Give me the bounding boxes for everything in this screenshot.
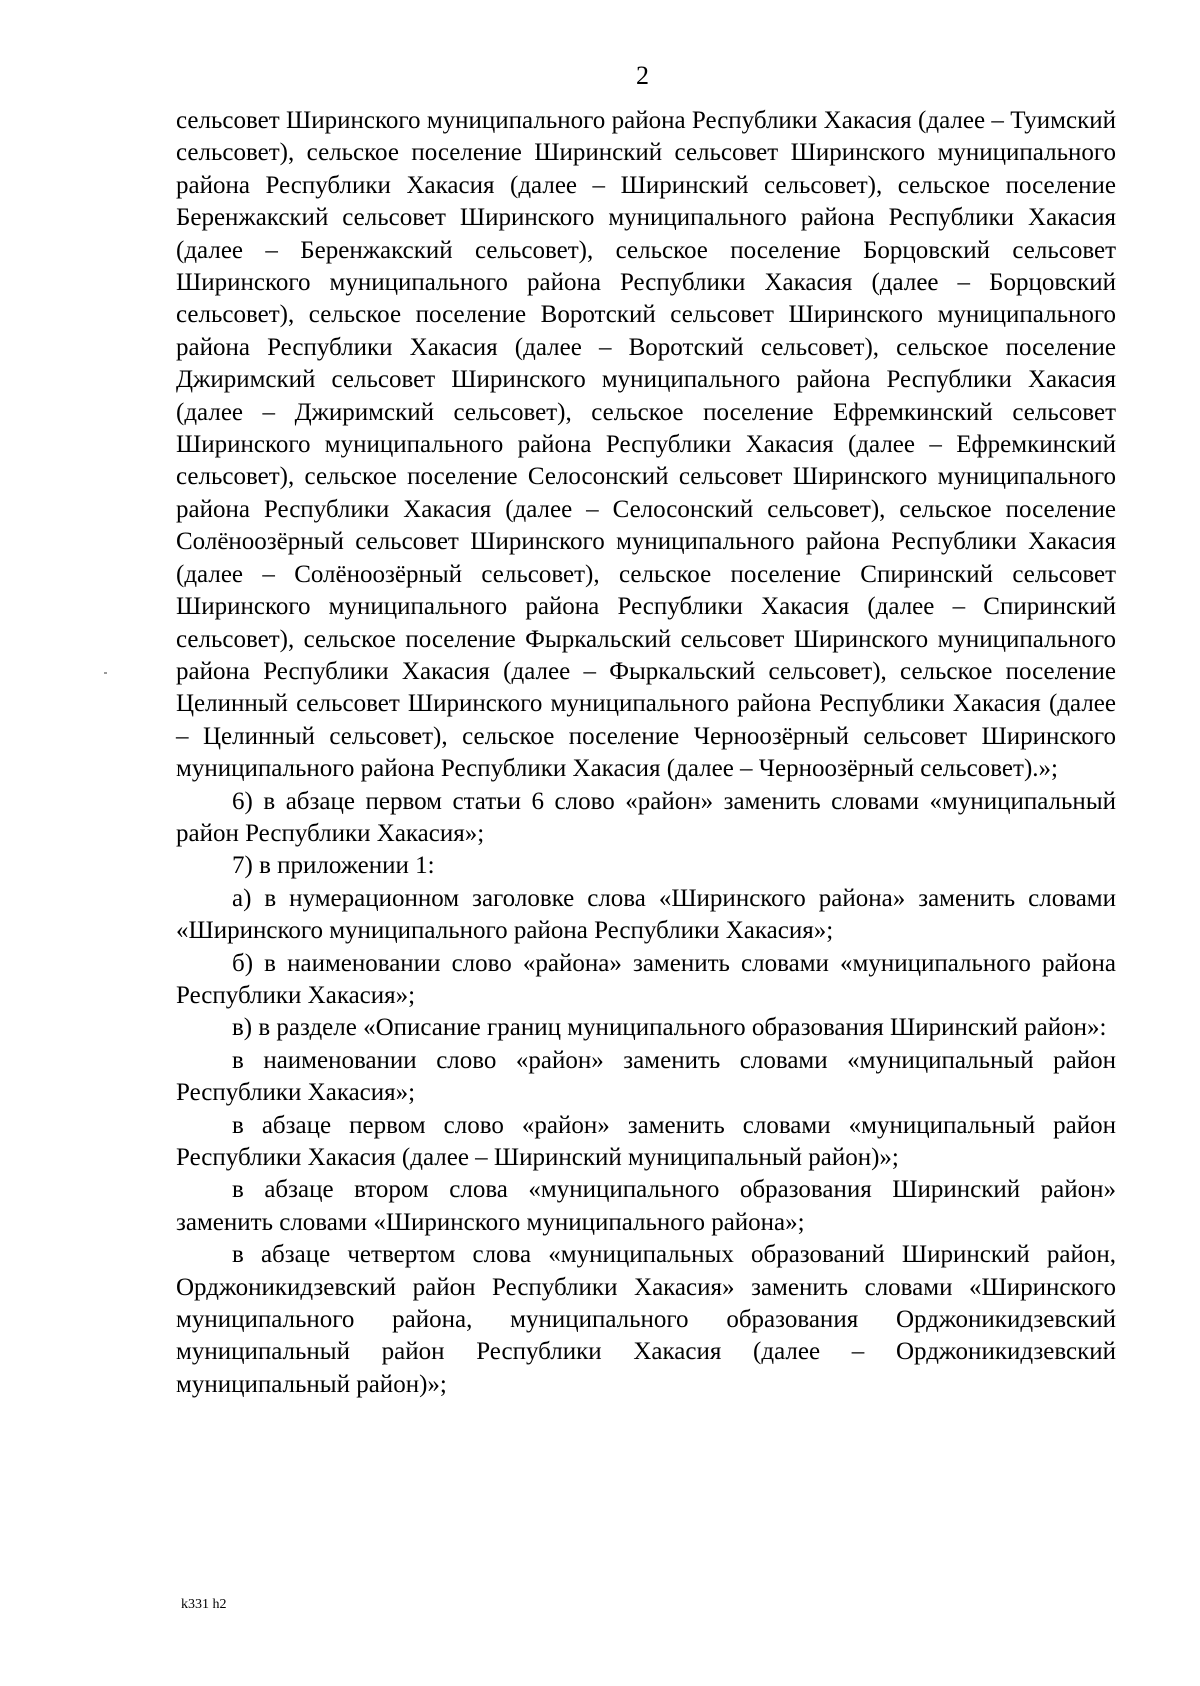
- document-body: [176, 105, 1116, 1401]
- paragraph-subitem-a: а) в нумерационном заголовке слова «Ширинского района» заменить словами «Ширинского муниципального района Республики Хакасия»;: [176, 884, 1116, 945]
- footer-document-code: k331 h2: [181, 1597, 227, 1612]
- page-number: 2: [636, 61, 649, 90]
- paragraph-item-6: 6) в абзаце первом статьи 6 слово «район» заменить словами «муниципальный район Республики Хакасия»;: [176, 787, 1116, 847]
- scan-speck: [104, 672, 107, 674]
- paragraph-subitem-v: в) в разделе «Описание границ муниципального образования Ширинский район»:: [232, 1014, 1107, 1042]
- paragraph-item-7: 7) в приложении 1:: [232, 852, 435, 880]
- paragraph-fourth-abzac-change: в абзаце четвертом слова «муниципальных образований Ширинский район, Орджоникидзевский район Республики Хакасия» заменить словами «Ширинского муниципального района, муниципального образования Орджоникидзевский муниципальный район Республики Хакасия (далее – Орджоникидзевский муниципальный район)»;: [176, 1241, 1116, 1398]
- paragraph-naming-change: в наименовании слово «район» заменить словами «муниципальный район Республики Хакасия»;: [176, 1046, 1116, 1107]
- paragraph-continuation: сельсовет Ширинского муниципального района Республики Хакасия (далее – Туимский сельсовет), сельское поселение Ширинский сельсовет Ширинского муниципального района Республики Хакасия (далее – Ширинский сельсовет), сельское поселение Беренжакский сельсовет Ширинского муниципального района Республики Хакасия (далее – Беренжакский сельсовет), сельское поселение Борцовский сельсовет Ширинского муниципального района Республики Хакасия (далее – Борцовский сельсовет), сельское поселение Воротский сельсовет Ширинского муниципального района Республики Хакасия (далее – Воротский сельсовет), сельское поселение Джиримский сельсовет Ширинского муниципального района Республики Хакасия (далее – Джиримский сельсовет), сельское поселение Ефремкинский сельсовет Ширинского муниципального района Республики Хакасия (далее – Ефремкинский сельсовет), сельское поселение Селосонский сельсовет Ширинского муниципального района Республики Хакасия (далее – Селосонский сельсовет), сельское поселение Солёноозёрный сельсовет Ширинского муниципального района Республики Хакасия (далее – Солёноозёрный сельсовет), сельское поселение Спиринский сельсовет Ширинского муниципального района Республики Хакасия (далее – Спиринский сельсовет), сельское поселение Фыркальский сельсовет Ширинского муниципального района Республики Хакасия (далее – Фыркальский сельсовет), сельское поселение Целинный сельсовет Ширинского муниципального района Республики Хакасия (далее – Целинный сельсовет), сельское поселение Черноозёрный сельсовет Ширинского муниципального района Республики Хакасия (далее – Черноозёрный сельсовет).»;: [176, 107, 1116, 783]
- paragraph-second-abzac-change: в абзаце втором слова «муниципального образования Ширинский район» заменить словами «Ширинского муниципального района»;: [176, 1176, 1116, 1236]
- paragraph-subitem-b: б) в наименовании слово «района» заменить словами «муниципального района Республики Хакасия»;: [176, 949, 1116, 1009]
- paragraph-first-abzac-change: в абзаце первом слово «район» заменить словами «муниципальный район Республики Хакасия (далее – Ширинский муниципальный район)»;: [176, 1111, 1116, 1171]
